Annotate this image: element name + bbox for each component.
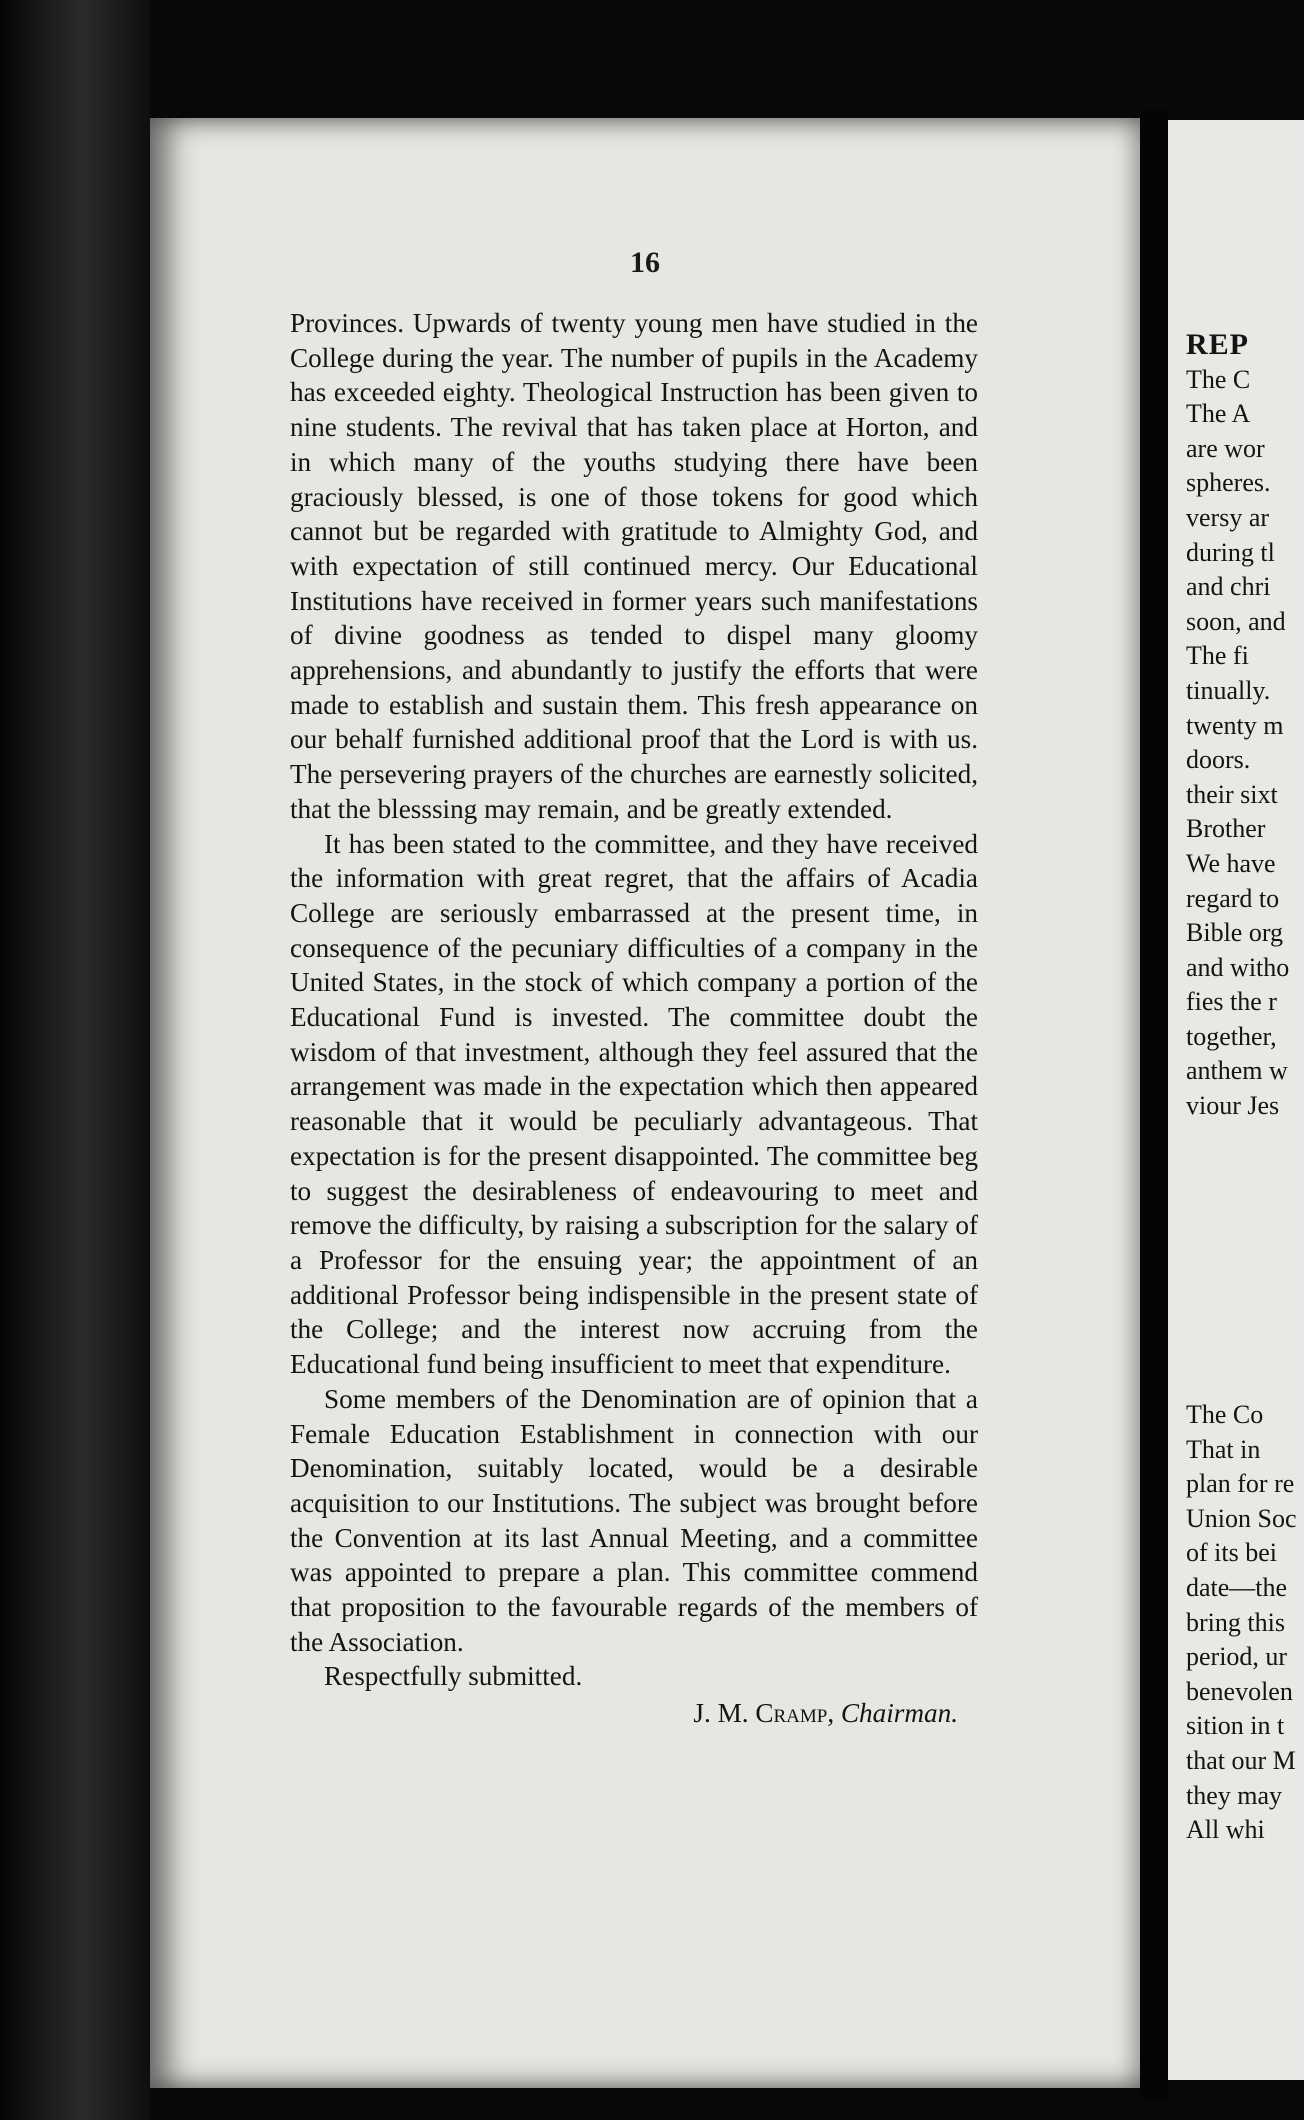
right-line: during tl bbox=[1186, 537, 1275, 567]
right-line: Bible org bbox=[1186, 918, 1284, 948]
book-binding bbox=[0, 0, 150, 2120]
right-line: spheres. bbox=[1186, 468, 1271, 498]
right-line: of its bei bbox=[1186, 1538, 1277, 1568]
right-line: their sixt bbox=[1186, 779, 1278, 809]
right-line: they may bbox=[1186, 1780, 1283, 1810]
right-page-bottom-block bbox=[1186, 1398, 1304, 1848]
right-line: The C bbox=[1186, 364, 1251, 394]
right-line: and witho bbox=[1186, 952, 1290, 982]
page-gutter bbox=[1140, 110, 1168, 2100]
signature bbox=[290, 1694, 978, 1732]
right-page bbox=[1168, 120, 1304, 2080]
right-line: benevolen bbox=[1186, 1676, 1293, 1706]
right-line: date—the bbox=[1186, 1572, 1288, 1602]
right-page-top-block bbox=[1186, 328, 1304, 1124]
right-line: Brother bbox=[1186, 814, 1266, 844]
right-line: The fi bbox=[1186, 641, 1249, 671]
right-line: soon, and bbox=[1186, 606, 1286, 636]
right-line: The Co bbox=[1186, 1400, 1264, 1429]
right-line: viour Jes bbox=[1186, 1091, 1280, 1121]
right-line: All whi bbox=[1186, 1815, 1265, 1845]
closing-line: Respectfully submitted. bbox=[324, 1661, 583, 1692]
right-line: The A bbox=[1186, 399, 1251, 429]
right-line: and chri bbox=[1186, 572, 1271, 602]
paragraph-3: Some members of the Denomination are of opinion that a Female Education Establishment in connection with our Denomination, suitably located, would be a desirable acquisition to our Institutions. The subject was brought before the Convention at its last Annual Meeting, and a committee was appointed to prepare a plan. This committee commend that proposition to the favourable regards of the members of the Association. bbox=[290, 1383, 978, 1657]
page-number: 16 bbox=[630, 246, 660, 279]
right-line: together, bbox=[1186, 1021, 1277, 1051]
right-line: Union Soc bbox=[1186, 1503, 1297, 1533]
right-line: regard to bbox=[1186, 883, 1280, 913]
right-line: bring this bbox=[1186, 1607, 1285, 1637]
left-page bbox=[150, 118, 1140, 2088]
signature-name: J. M. Cramp, bbox=[693, 1698, 835, 1729]
right-line: twenty m bbox=[1186, 710, 1284, 740]
right-line: period, ur bbox=[1186, 1642, 1288, 1672]
right-line: tinually. bbox=[1186, 675, 1271, 705]
right-line: doors. bbox=[1186, 745, 1251, 775]
right-line: that our M bbox=[1186, 1745, 1296, 1775]
paragraph-2: It has been stated to the committee, and they have received the information with great regret, that the affairs of Acadia College are seriously embarrassed at the present time, in consequence of the pecuniary difficulties of a company in the United States, in the stock of which company a portion of the Educational Fund is invested. The committee doubt the wisdom of that investment, although they feel assured that the arrangement was made in the expectation which then appeared reasonable that it would be peculiarly advantageous. That expectation is for the present disappointed. The committee beg to suggest the desirableness of endeavouring to meet and remove the difficulty, by raising a subscription for the salary of a Professor for the ensuing year; the appointment of an additional Professor being indispensible in the present state of the College; and the interest now accruing from the Educational fund being insufficient to meet that expenditure. bbox=[290, 828, 978, 1380]
right-line: versy ar bbox=[1186, 502, 1270, 532]
signature-title: Chairman. bbox=[840, 1698, 958, 1729]
right-line: That in bbox=[1186, 1434, 1261, 1464]
paragraph-1: Provinces. Upwards of twenty young men have studied in the College during the year. The number of pupils in the Academy has exceeded eighty. Theological Instruction has been given to nine students. The revival that has taken place at Horton, and in which many of the youths studying there have been graciously blessed, is one of those tokens for good which cannot but be regarded with gratitude to Almighty God, and with expectation of still continued mercy. Our Educational Institutions have received in former years such manifestations of divine goodness as tended to dispel many gloomy apprehensions, and abundantly to justify the efforts that were made to establish and sustain them. This fresh appearance on our behalf furnished additional proof that the Lord is with us. The persevering prayers of the churches are earnestly solicited, that the blesssing may remain, and be greatly extended. bbox=[290, 308, 978, 824]
right-line: sition in t bbox=[1186, 1711, 1285, 1741]
report-body bbox=[290, 306, 978, 1732]
right-line: We have bbox=[1186, 848, 1276, 878]
right-line: anthem w bbox=[1186, 1056, 1288, 1086]
right-line: fies the r bbox=[1186, 987, 1277, 1017]
right-line: REP bbox=[1186, 328, 1249, 361]
right-line: are wor bbox=[1186, 433, 1265, 463]
right-line: plan for re bbox=[1186, 1469, 1295, 1499]
